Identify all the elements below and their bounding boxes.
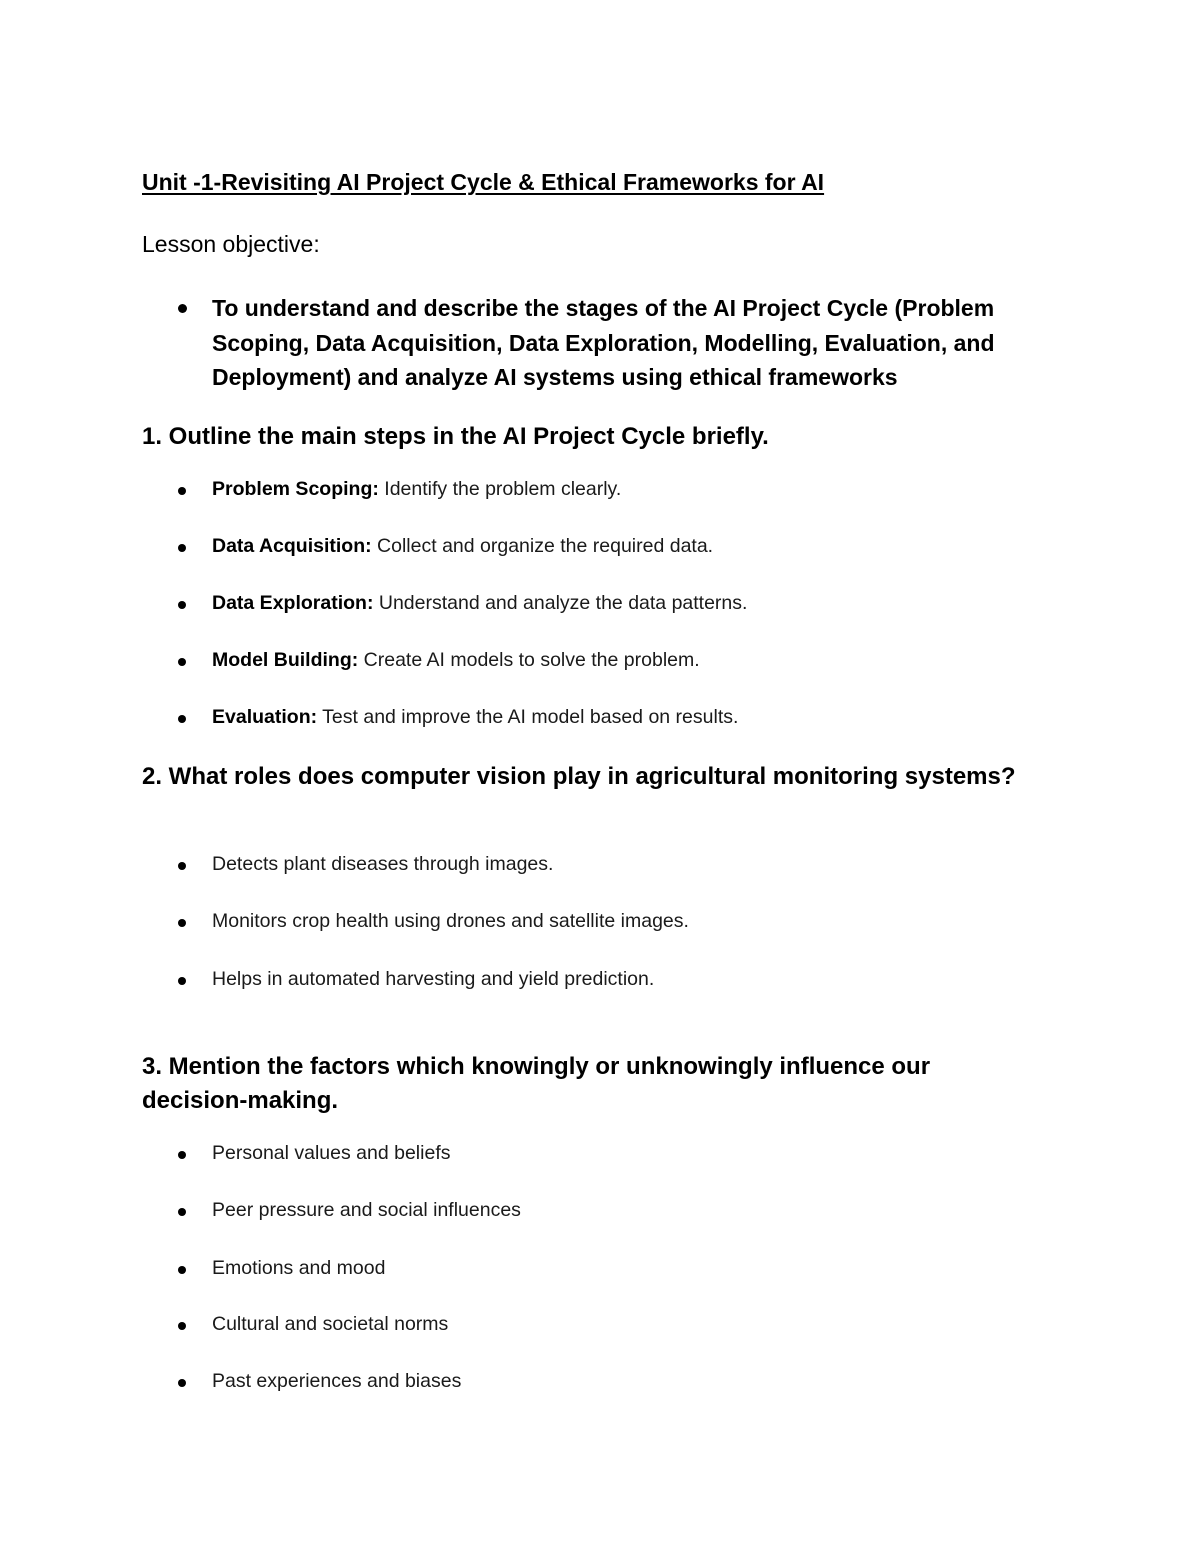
- bullet-icon: [178, 304, 187, 313]
- bullet-icon: [178, 1151, 186, 1159]
- lesson-objective-label: Lesson objective:: [142, 231, 320, 257]
- bullet-icon: [178, 1379, 186, 1387]
- list-item-term: Problem Scoping:: [212, 478, 379, 500]
- list-item: Monitors crop health using drones and satellite images.: [212, 910, 689, 932]
- list-item-text: Collect and organize the required data.: [371, 535, 714, 557]
- list-item: Peer pressure and social influences: [212, 1199, 521, 1221]
- list-item: Emotions and mood: [212, 1257, 386, 1279]
- list-item-term: Model Building:: [212, 649, 359, 671]
- list-item: Helps in automated harvesting and yield prediction.: [212, 968, 655, 990]
- bullet-icon: [178, 977, 186, 985]
- document-title: Unit -1-Revisiting AI Project Cycle & Ethical Frameworks for AI: [142, 169, 825, 195]
- bullet-icon: [178, 601, 186, 609]
- bullet-icon: [178, 658, 186, 666]
- question-3-heading: 3. Mention the factors which knowingly or unknowingly influence our decision-making.: [142, 1053, 931, 1114]
- list-item: Personal values and beliefs: [212, 1142, 451, 1164]
- bullet-icon: [178, 544, 186, 552]
- list-item: [212, 649, 700, 672]
- list-item-text: Test and improve the AI model based on results.: [317, 706, 739, 728]
- bullet-icon: [178, 715, 186, 723]
- list-item-term: Data Acquisition:: [212, 535, 372, 557]
- list-item-text: Create AI models to solve the problem.: [358, 649, 700, 671]
- bullet-icon: [178, 862, 186, 870]
- bullet-icon: [178, 487, 186, 495]
- bullet-icon: [178, 1322, 186, 1330]
- lesson-objective-item: To understand and describe the stages of the AI Project Cycle (Problem Scoping, Data Acquisition, Data Exploration, Modelling, Evaluation, and Deployment) and analyze AI systems using ethical frameworks: [212, 295, 995, 390]
- bullet-icon: [178, 1266, 186, 1274]
- list-item-term: Evaluation:: [212, 706, 318, 728]
- list-item: Past experiences and biases: [212, 1370, 462, 1392]
- list-item-text: Identify the problem clearly.: [378, 478, 622, 500]
- list-item-term: Data Exploration:: [212, 592, 374, 614]
- list-item: [212, 478, 621, 501]
- question-1-heading: 1. Outline the main steps in the AI Project Cycle briefly.: [142, 423, 769, 450]
- list-item: Detects plant diseases through images.: [212, 853, 554, 875]
- list-item: Cultural and societal norms: [212, 1313, 449, 1335]
- question-2-heading: 2. What roles does computer vision play in agricultural monitoring systems?: [142, 763, 1016, 790]
- list-item-text: Understand and analyze the data patterns.: [373, 592, 748, 614]
- list-item: [212, 535, 713, 558]
- list-item: [212, 706, 738, 729]
- list-item: [212, 592, 747, 615]
- bullet-icon: [178, 1208, 186, 1216]
- bullet-icon: [178, 919, 186, 927]
